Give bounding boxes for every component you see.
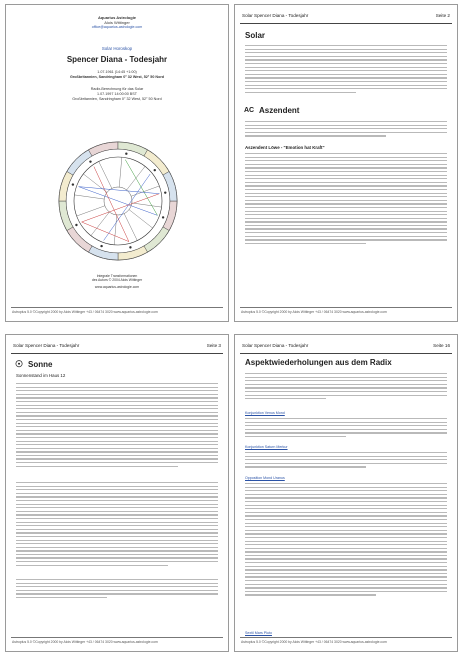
text-line xyxy=(245,228,447,229)
text-line xyxy=(245,512,447,513)
text-line xyxy=(16,593,218,594)
sun-text-2 xyxy=(16,482,218,568)
text-line xyxy=(245,189,447,190)
sun-text-1 xyxy=(16,383,218,469)
text-line xyxy=(16,397,218,398)
sun-text-3 xyxy=(16,579,218,601)
text-line xyxy=(16,540,218,541)
saturn-mercury-text xyxy=(245,452,447,470)
document-title: Spencer Diana - Todesjahr xyxy=(66,55,168,64)
text-line xyxy=(245,232,447,233)
text-line xyxy=(16,433,218,434)
text-line xyxy=(16,419,218,420)
text-line xyxy=(245,537,447,538)
text-line xyxy=(245,576,447,577)
section-title-ascendant: Aszendent xyxy=(259,106,300,115)
solar-text xyxy=(245,45,447,95)
text-line xyxy=(245,77,447,78)
text-line xyxy=(245,515,447,516)
text-line xyxy=(16,408,218,409)
footer-text: Astroplus 5.0 ©Copyright 2000 by Alois Wittinger +43 / 06474 3020 www.aquarius-astrologie.com xyxy=(12,310,158,314)
text-line xyxy=(245,505,447,506)
text-line xyxy=(16,405,218,406)
text-line xyxy=(16,455,218,456)
text-line xyxy=(245,85,447,86)
text-line xyxy=(16,543,218,544)
text-line xyxy=(245,167,447,168)
text-line xyxy=(245,398,326,399)
document-subtitle: Solar Horoskop xyxy=(101,46,133,51)
page-sun xyxy=(5,334,229,652)
text-line xyxy=(245,243,366,244)
moon-uranus-text xyxy=(245,483,447,598)
text-line xyxy=(245,526,447,527)
text-line xyxy=(245,196,447,197)
text-line xyxy=(245,533,447,534)
text-line xyxy=(245,221,447,222)
text-line xyxy=(16,493,218,494)
text-line xyxy=(16,489,218,490)
text-line xyxy=(245,387,447,388)
text-line xyxy=(245,182,447,183)
text-line xyxy=(245,153,447,154)
text-line xyxy=(245,88,447,89)
text-line xyxy=(245,459,447,460)
text-line xyxy=(245,573,447,574)
ascendant-leo-text xyxy=(245,153,447,246)
header-title: Solar Spencer Diana - Todesjahr xyxy=(242,13,309,18)
text-line xyxy=(16,387,218,388)
section-title-solar: Solar xyxy=(245,31,266,40)
text-line xyxy=(245,384,447,385)
text-line xyxy=(16,451,218,452)
text-line xyxy=(245,157,447,158)
page-aspect-repetitions xyxy=(234,334,458,652)
page-header xyxy=(240,11,452,24)
text-line xyxy=(245,418,447,419)
text-line xyxy=(245,377,447,378)
text-line xyxy=(245,160,447,161)
text-line xyxy=(245,128,447,129)
link-mars-pluto[interactable]: Sextil Mars Pluto xyxy=(245,631,272,635)
text-line xyxy=(16,412,218,413)
page-header xyxy=(240,341,452,354)
text-line xyxy=(16,415,218,416)
text-line xyxy=(245,429,447,430)
text-line xyxy=(16,532,218,533)
text-line xyxy=(245,70,447,71)
text-line xyxy=(245,490,447,491)
text-line xyxy=(245,239,447,240)
caption-line-1: Integrale Transformationen xyxy=(96,274,138,278)
company-name: Aquarius Astrologie xyxy=(97,15,137,20)
link-saturn-mercury[interactable]: Konjunktion Saturn Merkur xyxy=(245,445,288,449)
text-line xyxy=(245,436,346,437)
text-line xyxy=(245,466,366,467)
page-header xyxy=(11,341,223,354)
text-line xyxy=(245,74,447,75)
text-line xyxy=(245,555,447,556)
text-line xyxy=(245,483,447,484)
text-line xyxy=(245,52,447,53)
text-line xyxy=(245,67,447,68)
text-line xyxy=(245,214,447,215)
text-line xyxy=(16,448,218,449)
text-line xyxy=(245,569,447,570)
text-line xyxy=(16,462,218,463)
text-line xyxy=(245,59,447,60)
text-line xyxy=(245,422,447,423)
text-line xyxy=(245,391,447,392)
text-line xyxy=(245,508,447,509)
text-line xyxy=(16,565,168,566)
birth-place: Großbritannien, Sandringham 0° 32 West, 52° 50 Nord xyxy=(69,75,165,79)
company-email: office@aquarius-astrologie.com xyxy=(91,25,143,29)
footer-text: Astroplus 5.0 ©Copyright 2000 by Alois Wittinger +43 / 06474 3020 www.aquarius-astrologie.com xyxy=(12,640,158,644)
page-footer xyxy=(240,637,452,646)
text-line xyxy=(245,463,447,464)
text-line xyxy=(16,466,178,467)
text-line xyxy=(16,586,218,587)
text-line xyxy=(245,541,447,542)
page-solar xyxy=(234,4,458,322)
text-line xyxy=(245,121,447,122)
text-line xyxy=(245,544,447,545)
company-name-2: Alois Wittinger xyxy=(104,20,130,25)
text-line xyxy=(16,486,218,487)
text-line xyxy=(245,566,447,567)
caption-line-2: des Autors © 2004 Alois Wittinger xyxy=(91,278,143,282)
ascendant-subheading: Aszendent Löwe - "Emotion hat Kraft" xyxy=(245,145,325,150)
text-line xyxy=(245,211,447,212)
text-line xyxy=(245,432,447,433)
ascendant-symbol: AC xyxy=(244,107,255,114)
text-line xyxy=(16,423,218,424)
text-line xyxy=(16,529,218,530)
text-line xyxy=(245,164,447,165)
text-line xyxy=(16,394,218,395)
text-line xyxy=(245,49,447,50)
header-title: Solar Spencer Diana - Todesjahr xyxy=(242,343,309,348)
text-line xyxy=(245,185,447,186)
solar-place: Großbritannien, Sandringham 0° 32 West, 52° 50 Nord xyxy=(72,97,162,101)
text-line xyxy=(245,487,447,488)
sun-icon: ☉ xyxy=(15,359,24,369)
sun-subheading: Sonnenstand im Haus 12 xyxy=(16,373,66,378)
venus-moon-text xyxy=(245,418,447,440)
text-line xyxy=(16,518,218,519)
link-venus-moon[interactable]: Konjunktion Venus Mond xyxy=(245,411,285,415)
text-line xyxy=(245,132,447,133)
solar-heading: Radix-Berechnung für das Solar xyxy=(90,87,144,91)
text-line xyxy=(245,135,386,136)
text-line xyxy=(16,437,218,438)
text-line xyxy=(16,597,107,598)
solar-date: 1.07.1997 14:00:00 BST xyxy=(97,92,137,96)
page-number: Seite 2 xyxy=(435,13,450,18)
text-line xyxy=(16,583,218,584)
page-title-page xyxy=(5,4,229,322)
ascendant-text xyxy=(245,121,447,139)
text-line xyxy=(245,494,447,495)
text-line xyxy=(16,441,218,442)
text-line xyxy=(245,425,447,426)
text-line xyxy=(16,426,218,427)
text-line xyxy=(245,591,447,592)
text-line xyxy=(16,514,218,515)
text-line xyxy=(16,383,218,384)
text-line xyxy=(245,530,447,531)
text-line xyxy=(16,511,218,512)
text-line xyxy=(245,81,447,82)
text-line xyxy=(245,395,447,396)
footer-text: Astroplus 5.0 ©Copyright 2000 by Alois Wittinger +43 / 06474 3020 www.aquarius-astrologie.com xyxy=(241,640,387,644)
section-title-sun: Sonne xyxy=(28,360,53,369)
page-number: Seite 16 xyxy=(433,343,450,348)
text-line xyxy=(16,525,218,526)
text-line xyxy=(16,504,218,505)
text-line xyxy=(245,171,447,172)
text-line xyxy=(245,548,447,549)
text-line xyxy=(245,207,447,208)
text-line xyxy=(245,56,447,57)
text-line xyxy=(16,536,218,537)
horoscope-wheel xyxy=(57,140,179,262)
page-footer xyxy=(11,307,223,316)
text-line xyxy=(16,444,218,445)
text-line xyxy=(245,551,447,552)
text-line xyxy=(16,482,218,483)
text-line xyxy=(16,579,218,580)
text-line xyxy=(16,554,218,555)
text-line xyxy=(16,500,218,501)
text-line xyxy=(245,562,447,563)
text-line xyxy=(245,580,447,581)
text-line xyxy=(245,92,356,93)
text-line xyxy=(245,380,447,381)
text-line xyxy=(245,193,447,194)
text-line xyxy=(245,497,447,498)
text-line xyxy=(245,203,447,204)
text-line xyxy=(16,550,218,551)
footer-text: Astroplus 5.0 ©Copyright 2000 by Alois Wittinger +43 / 06474 3020 www.aquarius-astrologie.com xyxy=(241,310,387,314)
text-line xyxy=(16,522,218,523)
page-footer xyxy=(240,307,452,316)
text-line xyxy=(245,175,447,176)
text-line xyxy=(16,458,218,459)
text-line xyxy=(245,501,447,502)
text-line xyxy=(16,496,218,497)
text-line xyxy=(245,236,447,237)
text-line xyxy=(16,390,218,391)
text-line xyxy=(245,373,447,374)
text-line xyxy=(245,45,447,46)
text-line xyxy=(16,590,218,591)
website: www.aquarius-astrologie.com xyxy=(94,285,140,289)
text-line xyxy=(245,587,447,588)
birth-date: 1.07.1961 (14:45 +1:00) xyxy=(97,70,137,74)
page-number: Seite 3 xyxy=(206,343,221,348)
aspects-intro-text xyxy=(245,373,447,402)
text-line xyxy=(245,452,447,453)
text-line xyxy=(245,519,447,520)
text-line xyxy=(16,547,218,548)
section-title-aspects: Aspektwiederholungen aus dem Radix xyxy=(245,358,392,367)
text-line xyxy=(245,218,447,219)
link-moon-uranus[interactable]: Opposition Mond Uranus xyxy=(245,476,285,480)
text-line xyxy=(16,430,218,431)
text-line xyxy=(16,557,218,558)
page-footer xyxy=(11,637,223,646)
text-line xyxy=(245,584,447,585)
text-line xyxy=(245,594,376,595)
text-line xyxy=(245,456,447,457)
header-title: Solar Spencer Diana - Todesjahr xyxy=(13,343,80,348)
text-line xyxy=(16,507,218,508)
text-line xyxy=(16,401,218,402)
text-line xyxy=(245,523,447,524)
text-line xyxy=(245,178,447,179)
text-line xyxy=(245,225,447,226)
text-line xyxy=(245,63,447,64)
text-line xyxy=(245,200,447,201)
text-line xyxy=(16,561,218,562)
text-line xyxy=(245,125,447,126)
text-line xyxy=(245,558,447,559)
